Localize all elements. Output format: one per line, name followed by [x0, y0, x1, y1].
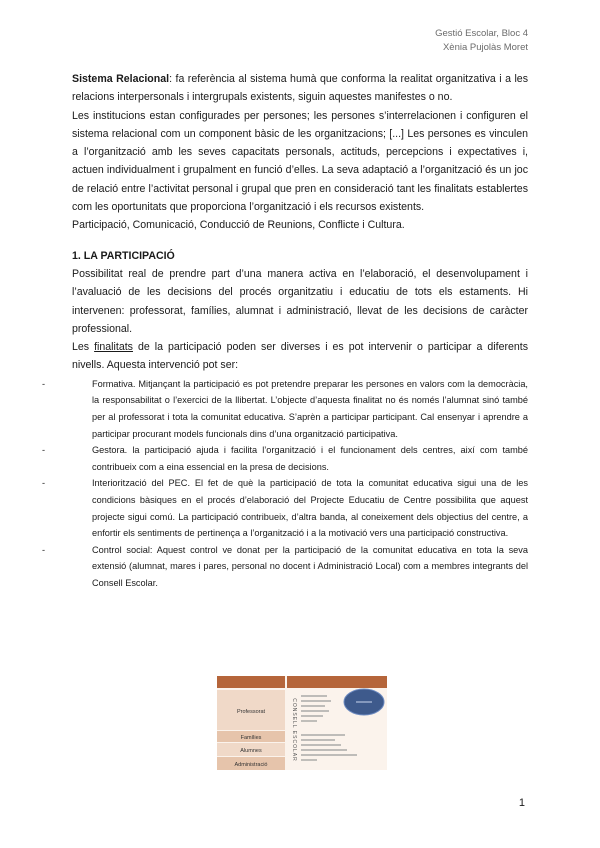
- list-item: [42, 442, 528, 475]
- figure-row-alumnes: Alumnes: [240, 748, 262, 754]
- definition-text: : fa referència al sistema humà que conforma la realitat organitzativa i a les relacions interpersonals i intergrupals existents, siguin aquestes manifestes o no.: [72, 73, 528, 104]
- participation-definition: Possibilitat real de prendre part d’una manera activa en l’elaboració, el desenvolupament i l’avaluació de les decisions del procés organitzatiu i educatiu de tots els estaments. Hi intervenen: professorat, famílies, alumnat i administració, llevat de les decisions de caràcter professional.: [72, 267, 528, 335]
- list-item-text: Formativa. Mitjançant la participació es pot pretendre preparar les persones en valors com la democràcia, la responsabilitat o l’exercici de la llibertat. L’objecte d’aquesta finalitat no és només l’alumnat sinó també per al professorat i tota la comunitat educativa. S’aprèn a participar participant. Cal ensenyar i aprendre a participar procurant models funcionals dins d’una organització participativa.: [92, 378, 528, 439]
- figure-row-families: Famílies: [240, 735, 262, 741]
- consell-escolar-figure: [217, 676, 387, 770]
- header-author: Xènia Pujolàs Moret: [442, 42, 528, 53]
- list-item: [42, 542, 528, 592]
- page-header: [435, 27, 528, 55]
- figure-header-left: [217, 676, 285, 688]
- list-item-text: Gestora. la participació ajuda i facilita l’organització i el funcionament dels centres, així com també contribueix com a eina essencial en la presa de decisions.: [92, 445, 528, 472]
- definition-paragraph: [72, 70, 528, 107]
- figure-header-right: [287, 676, 387, 688]
- list-dash: -: [42, 544, 46, 555]
- quote-paragraph: Les institucions estan configurades per persones; les persones s’interrelacionen i configuren el sistema relacional com un component bàsic de les organitzacions; [...] Les persones es vinculen a l’organització amb les seves capacitats personals, actituds, percepcions i expectatives i, actuen individualment i grupalment en funció d’elles. La seva adaptació a l’organització és un joc de relació entre l’activitat personal i grupal que pren en consideració tant les finalitats establertes com les oportunitats que proporciona l’organització i els recursos existents.: [72, 109, 528, 214]
- figure-row-administracio: Administració: [234, 762, 268, 768]
- term-sistema-relacional: Sistema Relacional: [72, 73, 170, 85]
- document-body: [42, 70, 529, 591]
- list-item-text: Interiorització del PEC. El fet de què la participació de tota la comunitat educativa sigui una de les condicions bàsiques en el procés d’elaboració del Projecte Educatiu de Centre possibilita que aquest projecte sigui comú. La participació contribueix, d’altra banda, al coneixement dels objectius del centre, a enfortir els sentiments de pertinença a l’organització i a la motivació vers una participació constructiva.: [92, 478, 528, 539]
- topics-paragraph: Participació, Comunicació, Conducció de Reunions, Conflicte i Cultura.: [72, 219, 405, 232]
- list-dash: -: [42, 478, 46, 489]
- list-dash: -: [42, 378, 46, 389]
- page-number: 1: [518, 797, 525, 809]
- figure-row-professorat: Professorat: [236, 709, 266, 715]
- section-heading-participacio: 1. LA PARTICIPACIÓ: [72, 249, 175, 262]
- finalitats-paragraph: Les finalitats de la participació poden ser diverses i es pot intervenir o participar a diferents nivells. Aquesta intervenció pot ser:: [72, 341, 529, 372]
- figure-vertical-label: CONSELL ESCOLAR: [291, 698, 297, 762]
- list-item-text: Control social: Aquest control ve donat per la participació de la comunitat educativa en tota la seva extensió (alumnat, mares i pares, personal no docent i Administració Local) com a membres integrants del Consell Escolar.: [92, 544, 528, 588]
- header-course: Gestió Escolar, Bloc 4: [435, 28, 528, 39]
- list-item: [42, 475, 528, 541]
- finalitats-underlined: finalitats: [94, 341, 133, 354]
- list-dash: -: [42, 445, 46, 456]
- list-item: [42, 376, 528, 442]
- finalitats-list: [42, 376, 528, 592]
